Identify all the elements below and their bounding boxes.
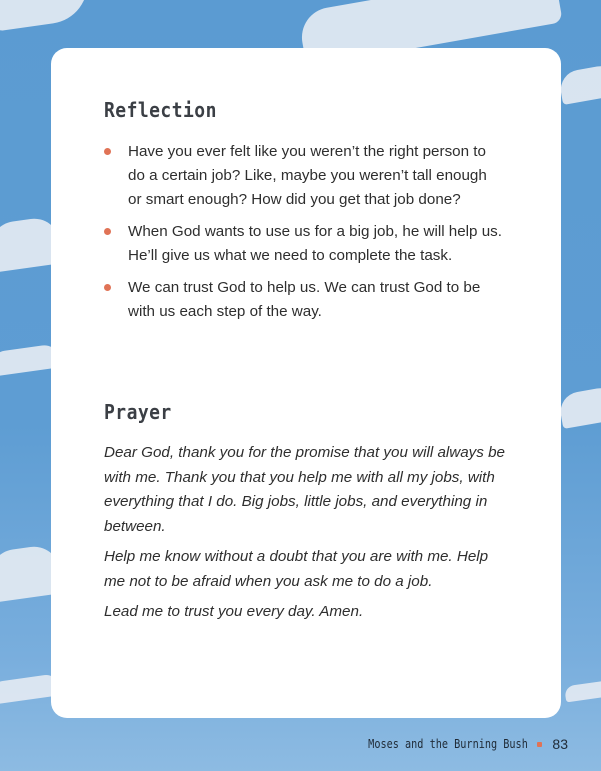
chapter-title: Moses and the Burning Bush [367,737,528,751]
reflection-item [104,276,504,324]
cloud-decoration [564,680,601,703]
reflection-heading: Reflection [104,98,217,122]
reflection-item-text: Have you ever felt like you weren’t the right person to do a certain job? Like, maybe you weren’t tall enough or smart enough? How did you get that job done? [128,143,487,208]
separator-dot-icon [537,742,542,747]
prayer-paragraph: Lead me to trust you every day. Amen. [104,603,364,620]
bullet-dot-icon [104,148,111,155]
reflection-item [104,140,504,212]
prayer-text [104,441,509,631]
prayer-paragraph: Dear God, thank you for the promise that you will always be with me. Thank you that you help me with all my jobs, with everything that I do. Big jobs, little jobs, and everything in between. [104,444,505,535]
bullet-dot-icon [104,284,111,291]
reflection-list [104,140,504,332]
reflection-item-text: We can trust God to help us. We can trust God to be with us each step of the way. [128,279,481,320]
prayer-heading: Prayer [104,400,172,424]
cloud-decoration [558,63,601,105]
cloud-decoration [0,0,93,32]
cloud-decoration [558,385,601,429]
page-footer [340,736,568,752]
page-number: 83 [552,736,568,752]
bullet-dot-icon [104,228,111,235]
prayer-paragraph: Help me know without a doubt that you are with me. Help me not to be afraid when you ask me to do a job. [104,548,489,590]
reflection-item [104,220,504,268]
reflection-item-text: When God wants to use us for a big job, he will help us. He’ll give us what we need to complete the task. [128,223,502,264]
